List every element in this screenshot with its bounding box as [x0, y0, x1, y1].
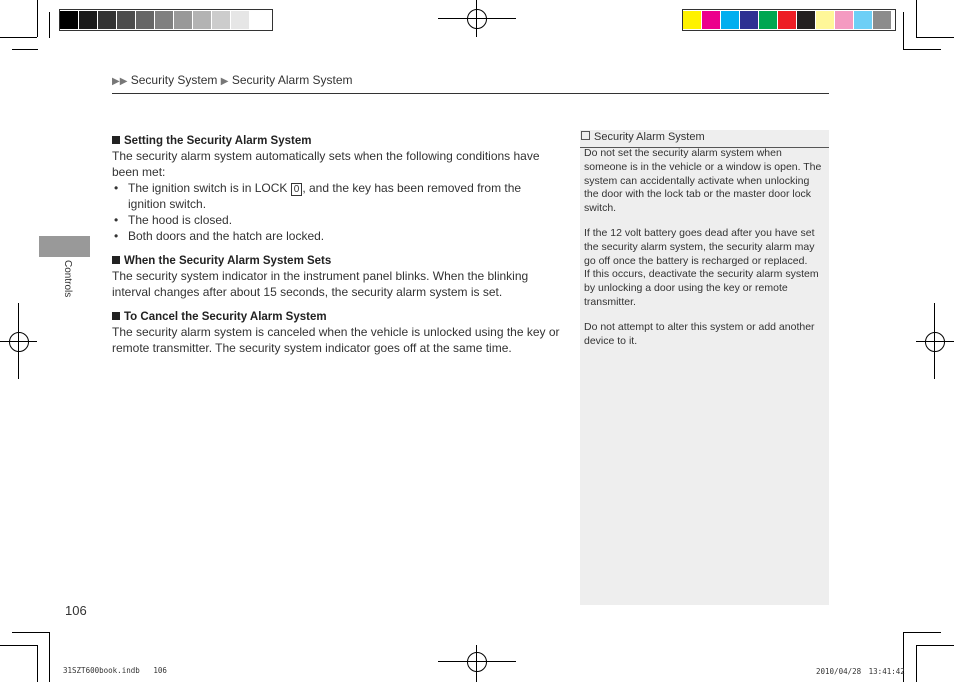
- arrow-icon: ▶: [220, 76, 229, 87]
- crop-mark: [916, 645, 917, 682]
- crop-mark: [903, 12, 904, 49]
- color-swatch: [740, 11, 759, 29]
- page-number: 106: [65, 603, 87, 618]
- crop-mark: [37, 0, 38, 37]
- side-note-paragraph: Do not attempt to alter this system or add another device to it.: [584, 321, 815, 347]
- color-swatch: [174, 11, 193, 29]
- crop-mark: [12, 632, 50, 633]
- crop-mark: [0, 37, 37, 38]
- registration-target-line: [18, 303, 19, 379]
- grayscale-registration-strip: [59, 9, 273, 31]
- crop-mark: [0, 645, 37, 646]
- registration-target-line: [438, 661, 516, 662]
- color-swatch: [778, 11, 797, 29]
- square-bullet-icon: [112, 256, 120, 264]
- paragraph: The security system indicator in the instrument panel blinks. When the blinking interval changes after about 15 seconds, the security alarm system is set.: [112, 269, 529, 299]
- color-swatch: [759, 11, 778, 29]
- section-heading: To Cancel the Security Alarm System: [112, 311, 562, 323]
- paragraph: The security alarm system is canceled when the vehicle is unlocked using the key or remote transmitter. The security system indicator goes off at the same time.: [112, 325, 560, 355]
- color-swatch: [683, 11, 702, 29]
- paragraph: The security alarm system automatically sets when the following conditions have been met:: [112, 149, 540, 179]
- note-icon: [581, 131, 590, 140]
- registration-target: [925, 332, 945, 352]
- crop-mark: [49, 632, 50, 682]
- section-heading: Setting the Security Alarm System: [112, 135, 562, 147]
- color-swatch: [193, 11, 212, 29]
- header-rule: [112, 93, 829, 94]
- color-swatch: [250, 11, 269, 29]
- section-tab: [39, 236, 90, 257]
- registration-target-line: [476, 0, 477, 37]
- main-content: [112, 135, 562, 356]
- breadcrumb: [112, 73, 353, 87]
- crop-mark: [916, 0, 917, 37]
- crop-mark: [903, 632, 941, 633]
- list-item: • The ignition switch is in LOCK 0 , and the key has been removed from the ignition switch.: [114, 181, 522, 211]
- color-swatch: [60, 11, 79, 29]
- color-swatch: [136, 11, 155, 29]
- lock-position-icon: 0: [291, 183, 303, 196]
- square-bullet-icon: [112, 136, 120, 144]
- registration-target-line: [916, 341, 954, 342]
- square-bullet-icon: [112, 312, 120, 320]
- list-item: • Both doors and the hatch are locked.: [114, 229, 325, 243]
- double-arrow-icon: ▶▶: [112, 76, 128, 87]
- section-heading: When the Security Alarm System Sets: [112, 255, 562, 267]
- breadcrumb-item[interactable]: Security Alarm System: [231, 73, 353, 87]
- color-swatch: [117, 11, 136, 29]
- color-swatch: [212, 11, 231, 29]
- crop-mark: [49, 12, 50, 38]
- color-swatch: [98, 11, 117, 29]
- registration-target-line: [438, 18, 516, 19]
- registration-target: [9, 332, 29, 352]
- crop-mark: [916, 37, 954, 38]
- section-tab-label: Controls: [62, 260, 73, 298]
- side-note-title: Security Alarm System: [580, 131, 829, 147]
- side-note-paragraph: Do not set the security alarm system when someone is in the vehicle or a window is open. The system can accidentally activate when unlocking the door with the lock tab or the master door lock switch.: [584, 147, 822, 215]
- color-swatch: [797, 11, 816, 29]
- color-swatch: [702, 11, 721, 29]
- registration-target: [467, 9, 487, 29]
- crop-mark: [37, 645, 38, 682]
- color-swatch: [79, 11, 98, 29]
- color-swatch: [231, 11, 250, 29]
- side-note-paragraph: If the 12 volt battery goes dead after you have set the security alarm system, the security alarm may go off once the battery is recharged or replaced. If this occurs, deactivate the security alarm system by unlocking a door using the key or remote transmitter.: [584, 227, 819, 308]
- list-item: • The hood is closed.: [114, 213, 233, 227]
- crop-mark: [916, 645, 954, 646]
- footer-timestamp: 2010/04/28 13:41:42: [816, 667, 905, 676]
- breadcrumb-item[interactable]: Security System: [130, 73, 218, 87]
- registration-target-line: [934, 303, 935, 379]
- crop-mark: [903, 49, 941, 50]
- footer-file: 31SZT600book.indb 106: [63, 666, 167, 675]
- color-swatch: [816, 11, 835, 29]
- color-swatch: [721, 11, 740, 29]
- registration-target-line: [476, 645, 477, 682]
- color-swatch: [873, 11, 892, 29]
- color-registration-strip: [682, 9, 896, 31]
- color-swatch: [835, 11, 854, 29]
- color-swatch: [155, 11, 174, 29]
- crop-mark: [12, 49, 38, 50]
- registration-target: [467, 652, 487, 672]
- color-swatch: [854, 11, 873, 29]
